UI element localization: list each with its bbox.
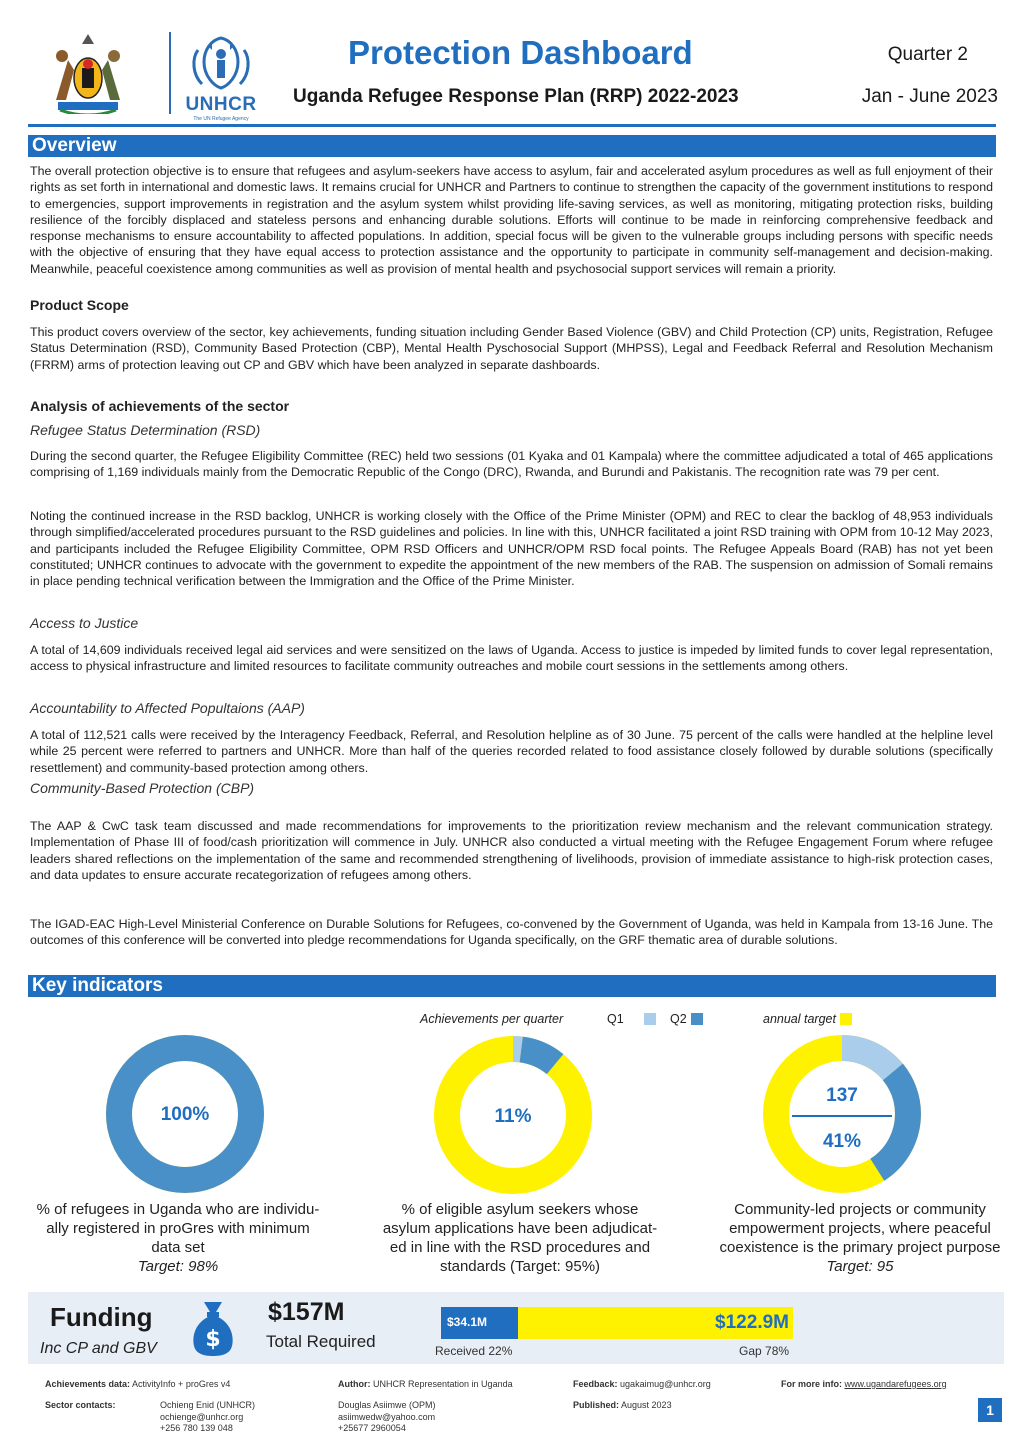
funding-subtitle: Inc CP and GBV [40, 1340, 157, 1357]
uganda-coat-of-arms-icon [38, 30, 138, 114]
key-indicators-section-bar: Key indicators [28, 975, 996, 997]
legend-q1 [607, 1012, 656, 1026]
contact-1-email[interactable]: ochienge@unhcr.org [160, 1411, 244, 1422]
svg-text:$: $ [205, 1327, 221, 1352]
rsd-heading: Refugee Status Determination (RSD) [30, 422, 261, 438]
page-number: 1 [978, 1398, 1002, 1422]
footer-feedback [573, 1379, 711, 1391]
access-justice-paragraph: A total of 14,609 individuals received legal aid services and were sensitized on the laws of Uganda. Access to justice is impeded by limited funds to cover legal representation, access to physical infrastructure and limited resources to facilitate community outreaches and mobile court sessions in the settlements among others. [30, 643, 993, 674]
rsd-paragraph-2: Noting the continued increase in the RSD backlog, UNHCR is working closely with the Office of the Prime Minister (OPM) and REC to clear the backlog of 48,953 individuals through simplified/accelerated procedures pursuant to the RSD guidelines and policies. In line with this, UNHCR facilitated a joint RSD training with OPM from 10-12 May 2023, and participants included the Refugee Eligibility Committee, OPM RSD Officers and UNHCR/OPM RSD focal points. The Refugee Appeals Board (RAB) has not yet been constituted; UNHCR continues to advocate with the government to expedite the appointment of the new members of the RAB. The suspension on admission of Somali remains in place pending technical verification between the Immigration and the Office of the Prime Minister. [30, 509, 993, 589]
footer-more-info [781, 1379, 947, 1391]
indicator-3-value: 41% [822, 1131, 862, 1152]
legend-target-swatch [840, 1013, 852, 1025]
indicator-2-description [360, 1200, 680, 1276]
indicator-3-donut [762, 1034, 922, 1194]
legend-target-label: annual target [763, 1012, 836, 1026]
indicator-2-value: 11% [494, 1106, 532, 1127]
footer-ach-value: ActivityInfo + proGres v4 [132, 1379, 231, 1389]
legend-q1-swatch [644, 1013, 656, 1025]
header [28, 22, 998, 122]
indicator-1-description [18, 1200, 338, 1276]
indicator-2-desc-line-1: % of eligible asylum seekers whose [401, 1201, 639, 1218]
footer-ach-label: Achievements data: [45, 1379, 131, 1389]
legend-q2 [670, 1012, 703, 1026]
aap-heading: Accountability to Affected Popultaions (AAP) [30, 700, 305, 716]
contact-1-name: Ochieng Enid (UNHCR) [160, 1400, 256, 1410]
footer-sector-text: Sector contacts: [45, 1400, 116, 1410]
footer-feedback-label: Feedback: [573, 1379, 618, 1389]
indicator-2-desc-line-3: ed in line with the RSD procedures and [389, 1239, 651, 1256]
contact-1-phone: +256 780 139 048 [160, 1423, 233, 1433]
page-subtitle: Uganda Refugee Response Plan (RRP) 2022-2023 [293, 86, 739, 107]
legend-target [763, 1012, 852, 1026]
funding-received-caption: Received 22% [435, 1344, 513, 1358]
footer-author [338, 1379, 513, 1391]
product-scope-heading: Product Scope [30, 297, 129, 313]
unhcr-logo-text: UNHCR [185, 94, 257, 115]
contact-2-phone: +25677 2960054 [338, 1423, 406, 1433]
indicator-1-value: 100% [160, 1104, 210, 1125]
period-label: Jan - June 2023 [861, 86, 998, 107]
indicator-3-desc-line-3: coexistence is the primary project purpose [719, 1239, 1001, 1256]
indicator-3-desc-line-1: Community-led projects or community [734, 1201, 986, 1218]
funding-title: Funding [50, 1302, 153, 1332]
footer-sector-label [45, 1400, 116, 1412]
unhcr-logo-tagline: The UN Refugee Agency [193, 116, 249, 122]
legend-q1-label: Q1 [607, 1012, 624, 1026]
indicator-3-target: Target: 95 [826, 1258, 894, 1275]
money-bag-icon [190, 1298, 236, 1358]
header-rule [28, 124, 996, 127]
indicator-3-desc-line-2: empowerment projects, where peaceful [729, 1220, 991, 1237]
logo-divider [169, 32, 171, 114]
indicator-1-target: Target: 98% [137, 1258, 219, 1275]
funding-total: $157M [268, 1298, 345, 1326]
footer-contact-1 [160, 1400, 255, 1435]
funding-gap-caption: Gap 78% [739, 1344, 790, 1358]
funding-received-value: $34.1M [447, 1315, 488, 1329]
funding-panel [28, 1292, 1004, 1364]
unhcr-logo [176, 30, 266, 120]
footer-contact-2 [338, 1400, 436, 1435]
cbp-heading: Community-Based Protection (CBP) [30, 780, 255, 796]
funding-received-bar [441, 1307, 518, 1339]
cbp-paragraph-1: The AAP & CwC task team discussed and made recommendations for improvements to the prioritization review mechanism and the relevant communication strategy. Implementation of Phase III of food/cash prioritization will commence in July. UNHCR also conducted a virtual meeting with the Refugee Engagement Forum where refugee leaders shared reflections on the implementation of the same and recommended strengthening of livelihoods, provision of immediate assistance to high-risk protection cases, and data updates to ensure accurate recategorization of refugees among others. [30, 819, 993, 882]
indicator-3-value-top: 137 [826, 1085, 858, 1106]
footer-more-link[interactable]: www.ugandarefugees.org [844, 1379, 947, 1389]
indicator-2-target: standards (Target: 95%) [439, 1258, 601, 1275]
page-title: Protection Dashboard [348, 34, 693, 71]
product-scope-text: This product covers overview of the sector, key achievements, funding situation including Gender Based Violence (GBV) and Child Protection (CP) units, Registration, Refugee Status Determination (RSD), Community Based Protection (CBP), Mental Health Pyschosocial Support (MHPSS), Legal and Feedback Referral and Resolution Mechanism (FRRM) arms of protection leaving out CP and GBV which have been analyzed in separate dashboards. [30, 325, 993, 372]
legend-q2-swatch [691, 1013, 703, 1025]
overview-section-bar: Overview [28, 135, 996, 157]
footer-more-label: For more info: [781, 1379, 842, 1389]
footer-author-value: UNHCR Representation in Uganda [373, 1379, 513, 1389]
legend-title: Achievements per quarter [420, 1012, 564, 1026]
footer-published-label: Published: [573, 1400, 620, 1410]
indicator-1-desc-line-3: data set [151, 1239, 205, 1256]
contact-2-email[interactable]: asiimwedw@yahoo.com [338, 1411, 436, 1422]
quarter-label: Quarter 2 [887, 44, 968, 65]
aap-paragraph: A total of 112,521 calls were received by the Interagency Feedback, Referral, and Resolution helpline as of 30 June. 75 percent of the calls were handled at the helpline level while 25 percent were referred to partners and UNHCR. More than half of the queries recorded related to food assistance closely followed by durable solutions (specifically resettlement) and community-based protection among others. [30, 728, 993, 775]
funding-bar [441, 1307, 793, 1339]
analysis-heading: Analysis of achievements of the sector [30, 398, 290, 414]
indicator-3-description [700, 1200, 1020, 1276]
funding-total-label: Total Required [266, 1332, 376, 1351]
legend-q2-label: Q2 [670, 1012, 687, 1026]
indicator-1-desc-line-2: ally registered in proGres with minimum [46, 1220, 310, 1237]
contact-2-name: Douglas Asiimwe (OPM) [338, 1400, 436, 1410]
unhcr-emblem-icon [176, 30, 266, 92]
footer-published-value: August 2023 [621, 1400, 672, 1410]
cbp-paragraph-2: The IGAD-EAC High-Level Ministerial Conference on Durable Solutions for Refugees, co-convened by the Government of Uganda, was held in Kampala from 13-16 June. The outcomes of this conference will be converted into pledge recommendations for Uganda specifically, on the GRF thematic area of durable solutions. [30, 917, 993, 948]
rsd-paragraph-1: During the second quarter, the Refugee Eligibility Committee (REC) held two sessions (01 Kyaka and 01 Kampala) where the committee adjudicated a total of 465 applications comprising of 1,169 individuals mainly from the Democratic Republic of the Congo (DRC), Rwanda, and Burundi and Pakistanis. The recognition rate was 79 per cent. [30, 449, 993, 480]
footer-feedback-value[interactable]: ugakaimug@unhcr.org [620, 1379, 711, 1389]
footer-published [573, 1400, 672, 1412]
access-justice-heading: Access to Justice [30, 615, 139, 631]
footer-author-label: Author: [338, 1379, 371, 1389]
footer-achievements [45, 1379, 230, 1391]
funding-gap-value: $122.9M [715, 1312, 789, 1333]
overview-intro: The overall protection objective is to ensure that refugees and asylum-seekers have access to asylum, fair and accelerated asylum procedures as well as full enjoyment of their rights as set forth in international and domestic laws. It remains crucial for UNHCR and Partners to continue to strengthen the capacity of the government institutions to respond to emergencies, support improvements in registration and the asylum system whilst providing life-saving services, as well as monitoring, mitigating protection risks, building resilience of the forcibly displaced and stateless persons and enhancing durable solutions. Efforts will continue to be made in reinforcing comprehensive feedback and response mechanisms to ensure accountability to affected populations. In addition, special focus will be given to the vulnerable groups including persons with specific needs with the objective of ensuring that they have equal access to protection assistance and the opportunity to participate in community self-management and decision-making. Meanwhile, peaceful coexistence among communities as well as provision of mental health and psychosocial support services will remain a priority. [30, 164, 993, 276]
indicator-1-desc-line-1: % of refugees in Uganda who are individu- [36, 1201, 320, 1218]
indicator-2-desc-line-2: asylum applications have been adjudicat- [382, 1220, 658, 1237]
